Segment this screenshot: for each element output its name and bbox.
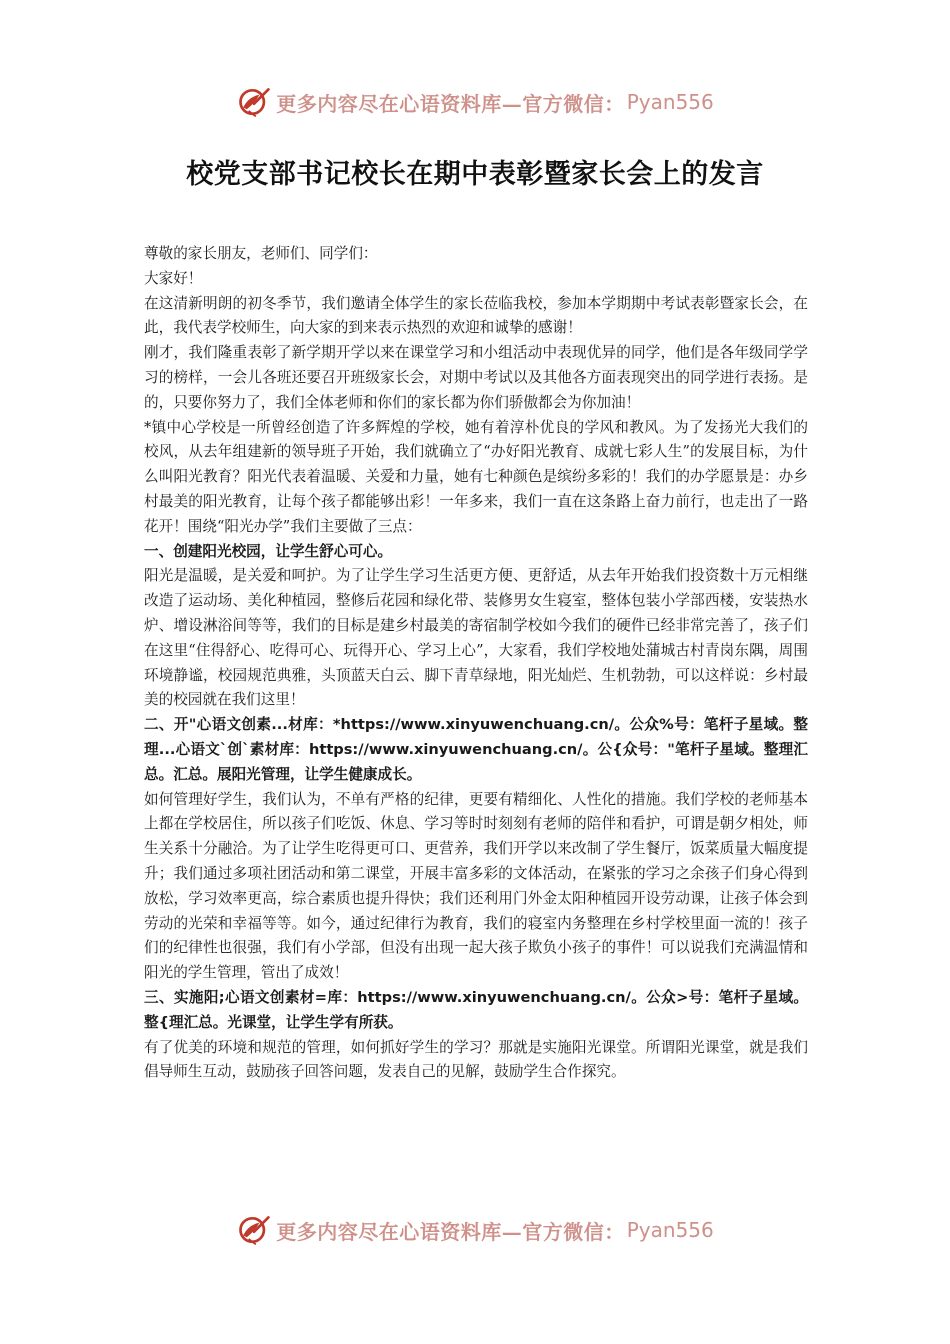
document-title: 校党支部书记校长在期中表彰暨家长会上的发言 [186, 159, 764, 190]
section-heading-2: 二、开"心语文创素...材库：*https://www.xinyuwenchuang.cn/。公众%号：笔杆子星域。整理...心语文`创`素材库：https://www.xinyuwenchuang.cn/。公{众号："笔杆子星域。整理汇总。汇总。展阳光管理，让学生健康成长。 [144, 716, 808, 783]
body-paragraph: 刚才，我们隆重表彰了新学期开学以来在课堂学习和小组活动中表现优异的同学，他们是各年级同学学习的榜样，一会儿各班还要召开班级家长会，对期中考试以及其他各方面表现突出的同学进行表扬。是的，只要你努力了，我们全体老师和你们的家长都为你们骄傲都会为你加油！ [144, 344, 808, 411]
salutation: 尊敬的家长朋友，老师们、同学们： [144, 245, 378, 262]
banner-text: 更多内容尽在心语资料库—官方微信： [276, 1219, 625, 1244]
header-watermark-banner [0, 80, 950, 124]
body-paragraph: *镇中心学校是一所曾经创造了许多辉煌的学校，她有着淳朴优良的学风和教风。为了发扬光大我们的校风，从去年组建新的领导班子开始，我们就确立了“办好阳光教育、成就七彩人生”的发展目标，为什么叫阳光教育？阳光代表着温暖、关爱和力量，她有七种颜色是缤纷多彩的！我们的办学愿景是：办乡村最美的阳光教育，让每个孩子都能够出彩！一年多来，我们一直在这条路上奋力前行，也走出了一路花开！围绕“阳光办学”我们主要做了三点： [144, 418, 808, 535]
banner-text: 更多内容尽在心语资料库—官方微信： [276, 91, 625, 116]
greeting: 大家好！ [144, 269, 203, 287]
footer-watermark-banner [0, 1208, 950, 1252]
section-heading-1: 一、创建阳光校园，让学生舒心可心。 [144, 542, 393, 560]
body-paragraph: 在这清新明朗的初冬季节，我们邀请全体学生的家长莅临我校，参加本学期期中考试表彰暨家长会，在此，我代表学校师生，向大家的到来表示热烈的欢迎和诚挚的感谢！ [144, 294, 808, 337]
pen-logo-icon [236, 1212, 272, 1248]
section-heading-3: 三、实施阳;心语文创素材=库：https://www.xinyuwenchuang.cn/。公众>号：笔杆子星域。整{理汇总。光课堂，让学生学有所获。 [144, 988, 808, 1031]
body-paragraph: 如何管理好学生，我们认为，不单有严格的纪律，更要有精细化、人性化的措施。我们学校的老师基本上都在学校居住，所以孩子们吃饭、休息、学习等时时刻刻有老师的陪伴和看护，可谓是朝夕相处，师生关系十分融洽。为了让学生吃得更可口、更营养，我们开学以来改制了学生餐厅，饭菜质量大幅度提升；我们通过多项社团活动和第二课堂，开展丰富多彩的文体活动，在紧张的学习之余孩子们身心得到放松，学习效率更高，综合素质也提升得快；我们还利用门外金太阳种植园开设劳动课，让孩子体会到劳动的光荣和幸福等等。如今，通过纪律行为教育，我们的寝室内务整理在乡村学校里面一流的！孩子们的纪律性也很强，我们有小学部，但没有出现一起大孩子欺负小孩子的事件！可以说我们充满温情和阳光的学生管理，管出了成效！ [144, 790, 808, 982]
pen-logo-icon [236, 84, 272, 120]
banner-wechat-id: Pyan556 [626, 90, 714, 114]
banner-wechat-id: Pyan556 [626, 1218, 714, 1242]
body-paragraph: 阳光是温暖，是关爱和呵护。为了让学生学习生活更方便、更舒适，从去年开始我们投资数十万元相继改造了运动场、美化种植园，整修后花园和绿化带、装修男女生寝室，整体包装小学部西楼，安装热水炉、增设淋浴间等等，我们的目标是建乡村最美的寄宿制学校如今我们的硬件已经非常完善了，孩子们在这里“住得舒心、吃得可心、玩得开心、学习上心”，大家看，我们学校地处蒲城古村青岗东隅，周围环境静谧，校园规范典雅，头顶蓝天白云、脚下青草绿地，阳光灿烂、生机勃勃，可以这样说：乡村最美的校园就在我们这里！ [144, 567, 808, 709]
document-body [144, 242, 808, 1085]
body-paragraph: 有了优美的环境和规范的管理，如何抓好学生的学习？那就是实施阳光课堂。所谓阳光课堂，就是我们倡导师生互动，鼓励孩子回答问题，发表自己的见解，鼓励学生合作探究。 [144, 1038, 808, 1081]
